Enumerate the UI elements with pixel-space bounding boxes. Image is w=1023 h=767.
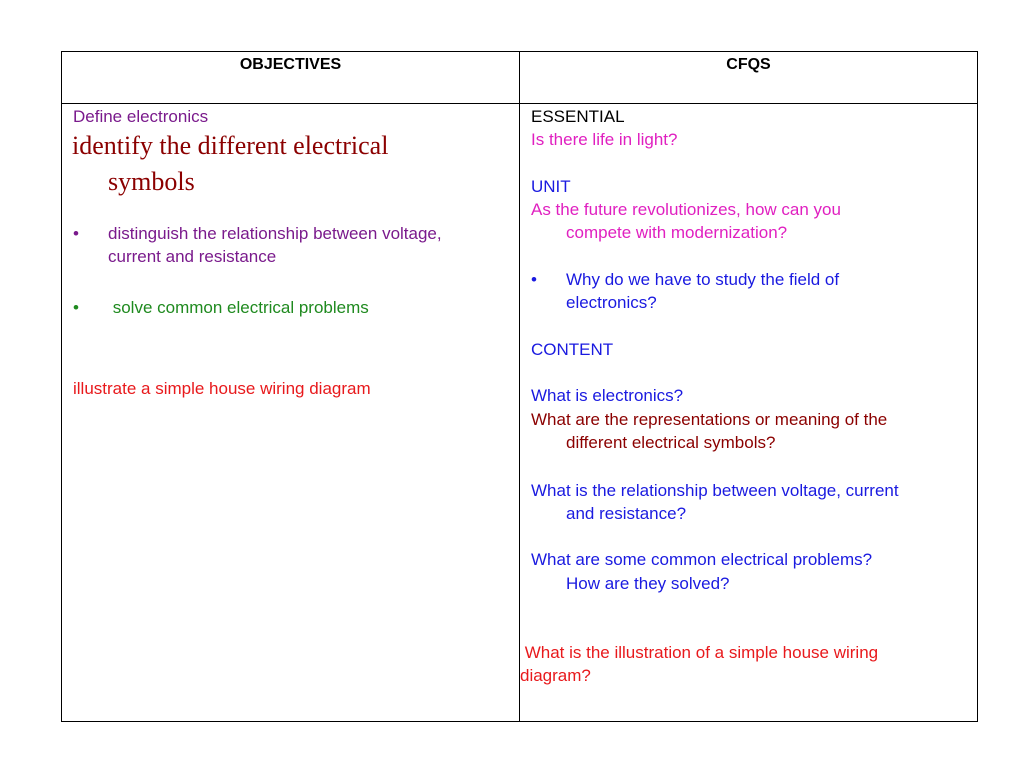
content-question-wiring-line2: diagram? — [520, 666, 591, 685]
essential-question: Is there life in light? — [531, 130, 678, 149]
unit-question-line1: As the future revolutionizes, how can you — [531, 200, 841, 219]
bullet-icon: • — [531, 270, 537, 289]
content-question-symbols-line1: What are the representations or meaning of the — [531, 410, 888, 429]
content-question-electronics: What is electronics? — [531, 386, 684, 405]
content-label: CONTENT — [531, 340, 614, 359]
unit-bullet-line2: electronics? — [566, 293, 657, 312]
content-question-relationship-line1: What is the relationship between voltage, current — [531, 481, 899, 500]
unit-label: UNIT — [531, 177, 571, 196]
cfqs-header: CFQS — [726, 56, 771, 73]
objective-distinguish-line1: distinguish the relationship between voltage, — [108, 224, 442, 243]
content-question-wiring-line1: What is the illustration of a simple house wiring — [520, 643, 879, 662]
header-divider — [62, 103, 977, 104]
bullet-icon: • — [73, 298, 79, 317]
essential-label: ESSENTIAL — [531, 107, 625, 126]
objective-solve-problems: solve common electrical problems — [108, 298, 369, 317]
objective-distinguish-line2: current and resistance — [108, 247, 277, 266]
objective-identify-symbols-line2: symbols — [108, 167, 195, 196]
bullet-icon: • — [73, 224, 79, 243]
objective-define-electronics: Define electronics — [73, 107, 209, 126]
objective-identify-symbols-line1: identify the different electrical — [72, 131, 389, 160]
objective-illustrate-wiring: illustrate a simple house wiring diagram — [73, 379, 371, 398]
unit-question-line2: compete with modernization? — [566, 223, 788, 242]
content-question-symbols-line2: different electrical symbols? — [566, 433, 776, 452]
objectives-header: OBJECTIVES — [239, 56, 342, 73]
content-question-relationship-line2: and resistance? — [566, 504, 687, 523]
content-question-problems-line1: What are some common electrical problems? — [531, 550, 873, 569]
content-question-problems-line2: How are they solved? — [566, 574, 730, 593]
column-divider — [519, 52, 520, 721]
unit-bullet-line1: Why do we have to study the field of — [566, 270, 840, 289]
